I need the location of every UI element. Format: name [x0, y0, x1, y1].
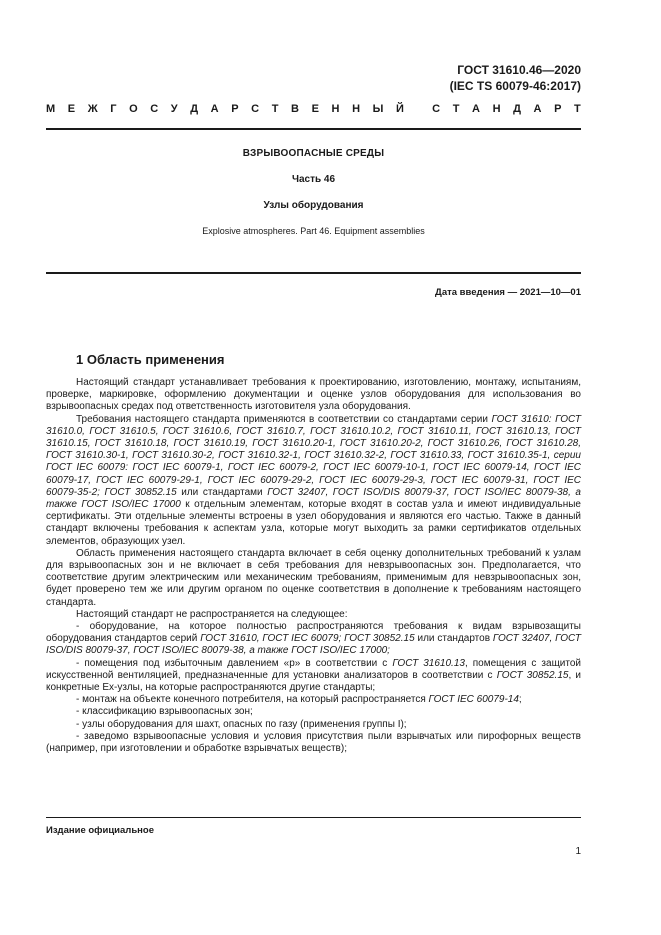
banner-letter: Т [574, 103, 581, 115]
banner-letter: М [46, 103, 56, 115]
banner-letter: В [291, 103, 299, 115]
official-edition: Издание официальное [46, 825, 154, 836]
banner-letter: Р [554, 103, 562, 115]
banner-letter: С [251, 103, 260, 115]
banner-letter: Т [271, 103, 279, 115]
banner-letter: Т [452, 103, 460, 115]
banner-letter [416, 103, 419, 115]
banner-letter: Р [231, 103, 239, 115]
banner-letter: С [432, 103, 441, 115]
footer-rule [46, 817, 581, 818]
paragraph: Область применения настоящего стандарта включает в себя оценку дополнительных требований к узлам для взрывоопасных зон и не включает в себя требования для невзрывоопасных зон. Предполагается, что соответствие другим электрическим или механическим требованиям, применимым для невзрывоопасных зон, будет проверено тем же или другим органом по оценке соответствия в дополнение к требованиям настоящего стандарта. [46, 547, 581, 608]
document-part: Часть 46 [291, 174, 336, 185]
interstate-standard-banner [46, 103, 581, 115]
title-block [46, 148, 581, 236]
banner-letter: Д [513, 103, 521, 115]
list-item: - узлы оборудования для шахт, опасных по газу (применения группы I); [76, 718, 407, 730]
banner-letter: Д [190, 103, 199, 115]
banner-letter: А [210, 103, 219, 115]
banner-letter: Ж [87, 103, 98, 115]
list-item: - помещения под избыточным давлением «р» в соответствии с ГОСТ 31610.13, помещения с защитой искусственной вентиляцией, предназначенные для установки анализаторов в соответствии с ГОСТ 30852.15, и конкретные Ex-узлы, на которые распространяются другие стандарты; [46, 657, 581, 694]
document-title: ВЗРЫВООПАСНЫЕ СРЕДЫ [242, 148, 385, 159]
banner-letter: Н [352, 103, 361, 115]
document-subtitle: Узлы оборудования [263, 200, 364, 211]
banner-letter: А [533, 103, 542, 115]
banner-letter: Е [311, 103, 319, 115]
banner-letter: С [150, 103, 159, 115]
english-title: Explosive atmospheres. Part 46. Equipment assemblies [202, 226, 425, 236]
introduction-date: Дата введения — 2021—10—01 [435, 287, 581, 298]
list-item: - классификацию взрывоопасных зон; [76, 706, 253, 718]
section-body [46, 377, 581, 755]
top-rule [46, 128, 581, 130]
page-number: 1 [575, 846, 581, 857]
banner-letter: Н [492, 103, 501, 115]
gost-designation [450, 62, 581, 94]
banner-letter: У [170, 103, 178, 115]
banner-letter: О [129, 103, 138, 115]
banner-letter: А [472, 103, 480, 115]
paragraph: Настоящий стандарт устанавливает требования к проектированию, изготовлению, монтажу, испытаниям, проверке, маркировке, оформлению документации и оценке узлов оборудования для использования во взрывоопасных средах под ответственность изготовителя узла оборудования. [46, 377, 581, 413]
banner-letter: Г [110, 103, 117, 115]
list-item: - оборудование, на которое полностью распространяются требования к видам взрывозащиты оборудования стандартов серий ГОСТ 31610, ГОСТ IEC 60079; ГОСТ 30852.15 или стандартов ГОСТ 32407, ГОСТ ISO/DIS 80079-37, ГОСТ ISO/IEC 80079-38, а также ГОСТ ISO/IEC 17000; [46, 621, 582, 657]
gost-number: ГОСТ 31610.46—2020 [457, 63, 581, 77]
paragraph: Требования настоящего стандарта применяются в соответствии со стандартами серии ГОСТ 31610: ГОСТ 31610.0, ГОСТ 31610.5, ГОСТ 31610.6, ГОСТ 31610.7, ГОСТ 31610.10.2, ГОСТ 31610.11, ГОСТ 31610.13, ГОСТ 31610.15, ГОСТ 31610.18, ГОСТ 31610.19, ГОСТ 31610.20-1, ГОСТ 31610.20-2, ГОСТ 31610.26, ГОСТ 31610.28, ГОСТ 31610.30-1, ГОСТ 31610.30-2, ГОСТ 31610.32-1, ГОСТ 31610.32-2, ГОСТ 31610.33, ГОСТ 31610.35-1, серии ГОСТ IEC 60079: ГОСТ IEC 60079-1, ГОСТ IEC 60079-2, ГОСТ IEC 60079-10-1, ГОСТ IEC 60079-14, ГОСТ IEC 60079-17, ГОСТ IEC 60079-29-1, ГОСТ IEC 60079-29-2, ГОСТ IEC 60079-29-3, ГОСТ IEC 60079-31, ГОСТ IEC 60079-35-2; ГОСТ 30852.15 или стандартами ГОСТ 32407, ГОСТ ISO/DIS 80079-37, ГОСТ ISO/IEC 80079-38, а также ГОСТ ISO/IEC 17000 к отдельным элементам, которые входят в состав узла и имеют индивидуальные сертификаты. Эти отдельные элементы встроены в узел оборудования и являются его частью. Также в данный стандарт включены требования к аспектам узла, которые могут выходить за рамки сертификатов отдельных элементов, образующих узел. [46, 413, 581, 547]
banner-letter: Е [67, 103, 76, 115]
banner-letter: Ы [372, 103, 384, 115]
title-rule [46, 272, 581, 274]
section-heading: 1 Область применения [76, 352, 225, 367]
paragraph: Настоящий стандарт не распространяется на следующее: [76, 608, 348, 620]
banner-letter: Н [331, 103, 340, 115]
list-item: - монтаж на объекте конечного потребителя, на который распространяется ГОСТ IEC 60079-14; [76, 694, 522, 706]
banner-letter: Й [395, 103, 404, 115]
list-item: - заведомо взрывоопасные условия и условия присутствия пыли взрывчатых или пирофорных веществ (например, при изготовлении и обработке взрывчатых веществ); [46, 730, 581, 755]
iec-number: (IEC TS 60079-46:2017) [449, 79, 581, 93]
